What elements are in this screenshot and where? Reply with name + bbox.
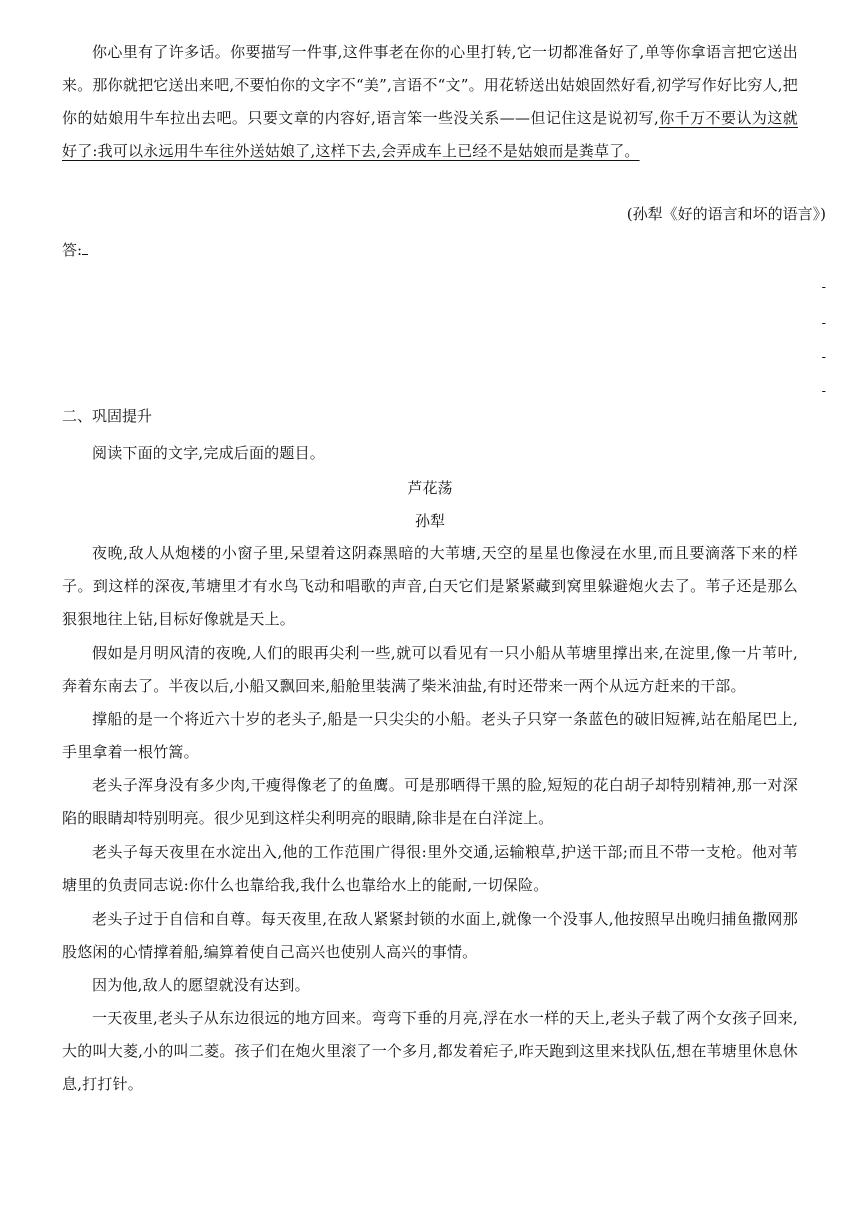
answer-label: 答: bbox=[62, 241, 83, 259]
underlined-text: 你千万不要认为这就好了:我可以永远用牛车往外送姑娘了,这样下去,会弄成车上已经不是姑娘而是粪草了。 bbox=[62, 109, 798, 160]
answer-dash-4: - bbox=[821, 384, 826, 399]
answer-dash-3: - bbox=[821, 350, 826, 365]
story-paragraph-4: 老头子浑身没有多少肉,干瘦得像老了的鱼鹰。可是那晒得干黑的脸,短短的花白胡子却特别精神,那一对深陷的眼睛却特别明亮。很少见到这样尖利明亮的眼睛,除非是在白洋淀上。 bbox=[62, 776, 798, 827]
story-title: 芦花荡 bbox=[407, 479, 453, 497]
section-heading: 二、巩固提升 bbox=[62, 407, 153, 425]
answer-line bbox=[62, 239, 88, 261]
story-paragraph-2: 假如是月明风清的夜晚,人们的眼再尖利一些,就可以看见有一只小船从苇塘里撑出来,在淀里,像一片苇叶,奔着东南去了。半夜以后,小船又飘回来,船舱里装满了柴米油盐,有时还带来一两个从远方赶来的干部。 bbox=[62, 644, 798, 695]
intro-paragraph bbox=[62, 36, 798, 168]
intro-text: 你心里有了许多话。你要描写一件事,这件事老在你的心里打转,它一切都准备好了,单等你拿语言把它送出来。那你就把它送出来吧,不要怕你的文字不“美”,言语不“文”。用花轿送出姑娘固然好看,初学写作好比穷人,把你的姑娘用牛车拉出去吧。只要文章的内容好,语言笨一些没关系——但记住这是说初写, bbox=[62, 43, 798, 127]
instruction-text: 阅读下面的文字,完成后面的题目。 bbox=[92, 444, 325, 462]
answer-dash-2: - bbox=[821, 316, 826, 331]
story-paragraph-3: 撑船的是一个将近六十岁的老头子,船是一只尖尖的小船。老头子只穿一条蓝色的破旧短裤,站在船尾巴上,手里拿着一根竹篙。 bbox=[62, 710, 798, 761]
story-paragraph-1: 夜晚,敌人从炮楼的小窗子里,呆望着这阴森黑暗的大苇塘,天空的星星也像浸在水里,而且要滴落下来的样子。到这样的深夜,苇塘里才有水鸟飞动和唱歌的声音,白天它们是紧紧藏到窝里躲避炮火去了。苇子还是那么狠狠地往上钻,目标好像就是天上。 bbox=[62, 544, 798, 628]
story-paragraph-8: 一天夜里,老头子从东边很远的地方回来。弯弯下垂的月亮,浮在水一样的天上,老头子载了两个女孩子回来,大的叫大菱,小的叫二菱。孩子们在炮火里滚了一个多月,都发着疟子,昨天跑到这里来找队伍,想在苇塘里休息休息,打打针。 bbox=[62, 1009, 798, 1093]
answer-blank[interactable] bbox=[82, 242, 88, 255]
story-paragraph-6: 老头子过于自信和自尊。每天夜里,在敌人紧紧封锁的水面上,就像一个没事人,他按照早出晚归捕鱼撒网那股悠闲的心情撑着船,编算着使自己高兴也使别人高兴的事情。 bbox=[62, 910, 798, 961]
story-paragraph-5: 老头子每天夜里在水淀出入,他的工作范围广得很:里外交通,运输粮草,护送干部;而且不带一支枪。他对苇塘里的负责同志说:你什么也靠给我,我什么也靠给水上的能耐,一切保险。 bbox=[62, 843, 798, 894]
story-author: 孙犁 bbox=[414, 512, 445, 530]
story-paragraph-7: 因为他,敌人的愿望就没有达到。 bbox=[92, 976, 310, 994]
quote-source: (孙犁《好的语言和坏的语言》) bbox=[626, 205, 826, 223]
answer-dash-1: - bbox=[821, 280, 826, 295]
